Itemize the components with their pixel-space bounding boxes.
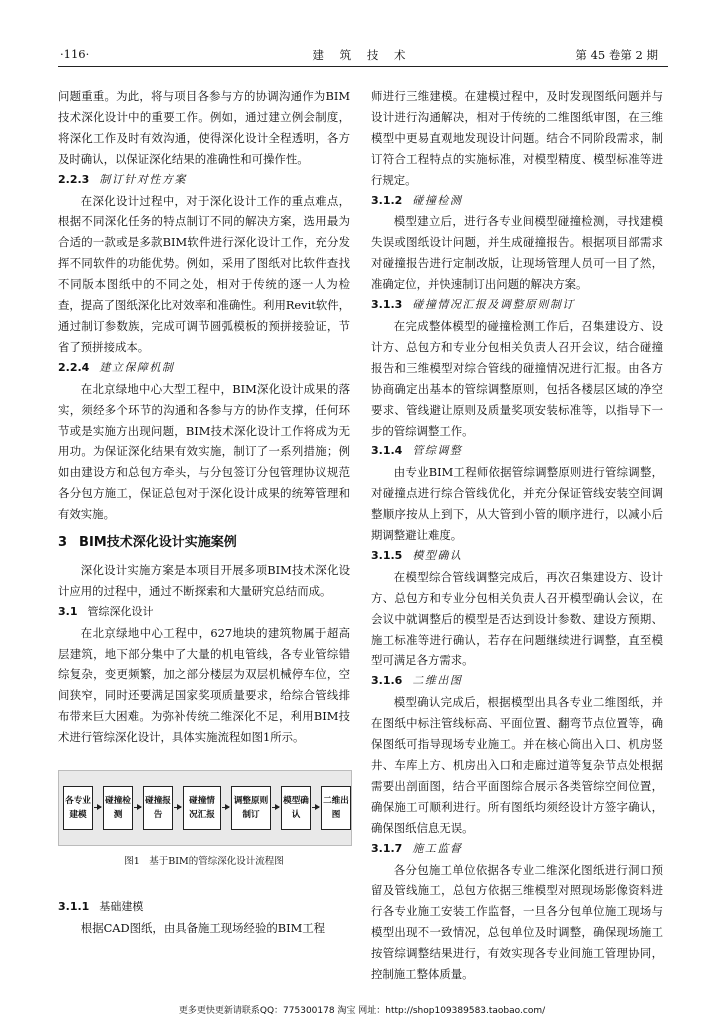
section-number: 3.1.4 xyxy=(371,444,403,458)
section-heading-3-1-7 xyxy=(371,839,663,860)
right-column xyxy=(371,86,663,985)
section-title: 碰撞情况汇报及调整原则制订 xyxy=(412,298,575,312)
section-heading-3-1 xyxy=(58,602,350,623)
paragraph: 在完成整体模型的碰撞检测工作后，召集建设方、设计方、总包方和专业分包相关负责人召开会议，结合碰撞报告和三维模型对综合管线的碰撞情况进行汇报。由各方协商确定出基本的管综调整原则，包括各楼层区域的净空要求、管线避让原则及质量奖项安装标准等，以指导下一步的管综调整工作。 xyxy=(371,318,663,438)
section-heading-3 xyxy=(58,533,350,554)
flow-arrow xyxy=(134,807,141,808)
section-number: 3 xyxy=(58,535,68,551)
flow-step-clash-report: 碰撞报告 xyxy=(143,786,173,830)
figure-caption: 图1 基于BIM的管综深化设计流程图 xyxy=(124,856,284,868)
flow-step-modeling: 各专业建模 xyxy=(63,786,93,830)
section-title: 建立保障机制 xyxy=(99,360,175,374)
flow-arrow xyxy=(222,807,229,808)
section-heading-2-2-4 xyxy=(58,358,350,379)
flow-step-clash-detection: 碰撞检测 xyxy=(103,786,133,830)
paragraph: 师进行三维建模。在建模过程中，及时发现图纸问题并与设计进行沟通解决，相对于传统的二维图纸审图，在三维模型中更易直观地发现设计问题。结合不同阶段需求，制订符合工程特点的实施标准，对模型精度、模型标准等进行规定。 xyxy=(371,89,663,187)
section-number: 2.2.3 xyxy=(58,172,90,186)
section-title: 基础建模 xyxy=(99,900,144,913)
section-title: 施工监督 xyxy=(412,841,463,855)
section-title: 碰撞检测 xyxy=(412,193,463,207)
journal-name: 建 筑 技 术 xyxy=(312,48,412,62)
paragraph: 各分包施工单位依据各专业二维深化图纸进行洞口预留及管线施工，总包方依据三维模型对照现场影像资料进行各专业施工安装工作监督，一旦各分包单位施工现场与模型出现不一致情况，总包单位及时调整，确保现场施工按管综调整结果进行，有效实现各专业间施工管理协同，控制施工整体质量。 xyxy=(371,862,663,982)
section-heading-3-1-5 xyxy=(371,546,663,567)
header-rule xyxy=(58,66,668,67)
flow-step-model-confirm: 模型确认 xyxy=(281,786,311,830)
paragraph: 在北京绿地中心工程中，627地块的建筑物属于超高层建筑，地下部分集中了大量的机电管线，各专业管综错综复杂，变更频繁，加之部分楼层为双层机械停车位，空间狭窄，同时还要满足国家奖项质量要求，给综合管线排布带来巨大困难。为弥补传统二维深化不足，利用BIM技术进行管综深化设计，具体实施流程如图1所示。 xyxy=(58,625,350,745)
flow-step-2d-drawing: 二维出图 xyxy=(321,786,351,830)
paragraph: 由专业BIM工程师依据管综调整原则进行管综调整，对碰撞点进行综合管线优化，并充分保证管线安装空间调整顺序按从上到下，从大管到小管的顺序进行，以减小后期调整避让难度。 xyxy=(371,465,663,543)
section-number: 3.1 xyxy=(58,604,78,618)
section-heading-3-1-1 xyxy=(58,897,350,918)
flow-arrow xyxy=(174,807,181,808)
section-heading-2-2-3 xyxy=(58,170,350,191)
section-number: 3.1.2 xyxy=(371,193,403,207)
section-number: 2.2.4 xyxy=(58,360,90,374)
section-title: 管综调整 xyxy=(412,444,463,458)
paragraph: 模型建立后，进行各专业间模型碰撞检测，寻找建模失误或图纸设计问题，并生成碰撞报告。根据项目部需求对碰撞报告进行定制改版，让现场管理人员可一目了然，准确定位，并快速制订出问题的解决方案。 xyxy=(371,214,663,292)
section-heading-3-1-4 xyxy=(371,441,663,462)
section-title: 模型确认 xyxy=(412,548,463,562)
section-title: 管综深化设计 xyxy=(87,604,154,618)
section-number: 3.1.6 xyxy=(371,674,403,688)
paragraph: 问题重重。为此，将与项目各参与方的协调沟通作为BIM技术深化设计中的重要工作。例如，通过建立例会制度，将深化工作及时有效沟通，使得深化设计全程透明，各方及时确认，以保证深化结果的准确性和可操作性。 xyxy=(58,89,350,166)
flow-step-rule-setting: 调整原则制订 xyxy=(231,786,271,830)
issue-info: 第 45 卷第 2 期 xyxy=(575,48,658,62)
paragraph: 根据CAD图纸，由具备施工现场经验的BIM工程 xyxy=(80,920,326,935)
flow-arrow xyxy=(272,807,279,808)
section-heading-3-1-3 xyxy=(371,295,663,316)
flowchart-figure xyxy=(58,770,352,846)
section-number: 3.1.5 xyxy=(371,548,403,562)
left-column xyxy=(58,86,350,939)
section-number: 3.1.3 xyxy=(371,298,403,312)
paragraph: 在北京绿地中心大型工程中，BIM深化设计成果的落实，须经多个环节的沟通和各参与方的协作支撑，任何环节或是实施方出现问题，BIM技术深化设计工作将成为无用功。为保证深化结果有效实施，制订了一系列措施；例如由建设方和总包方牵头，与分包签订分包管理协议规范各分包方施工，保证总包对于深化设计成果的统筹管理和有效实施。 xyxy=(58,381,350,522)
page-number: ·116· xyxy=(60,47,90,61)
paragraph: 在深化设计过程中，对于深化设计工作的重点难点，根据不同深化任务的特点制订不同的解决方案，选用最为合适的一款或是多款BIM软件进行深化设计工作，充分发挥不同软件的功能优势。例如，采用了图纸对比软件查找不同版本图纸中的不同之处，相对于传统的逐一人为检查，提高了图纸深化比对效率和准确性。利用Revit软件，通过制订参数族，完成可调节圆弧模板的预拼接验证，节省了预拼接成本。 xyxy=(58,193,350,354)
footer-notice: 更多更快更新请联系QQ：775300178 淘宝 网址：http://shop109389583.taobao.com/ xyxy=(178,1006,546,1016)
section-heading-3-1-6 xyxy=(371,671,663,692)
flow-step-clash-briefing: 碰撞情况汇报 xyxy=(183,786,221,830)
section-heading-3-1-2 xyxy=(371,191,663,212)
section-number: 3.1.1 xyxy=(58,900,90,913)
section-title: BIM技术深化设计实施案例 xyxy=(79,535,237,551)
section-title: 二维出图 xyxy=(412,674,463,688)
section-title: 制订针对性方案 xyxy=(99,172,187,186)
paragraph: 在模型综合管线调整完成后，再次召集建设方、设计方、总包方和专业分包相关负责人召开模型确认会议，在会议中就调整后的模型是否达到设计参数、建设方预期、施工标准等进行确认，若存在问题继续进行调整，直至模型可满足各方需求。 xyxy=(371,569,663,668)
section-number: 3.1.7 xyxy=(371,841,403,855)
paragraph: 模型确认完成后，根据模型出具各专业二维图纸，并在图纸中标注管线标高、平面位置、翻弯节点位置等，确保图纸可指导现场专业施工。并在核心筒出入口、机房竖井、车库上方、机房出入口和走廊过道等复杂节点处根据需要出剖面图，结合平面图综合展示各类管综空间位置，确保施工可顺利进行。所有图纸均须经设计方签字确认，确保图纸信息无误。 xyxy=(371,695,663,835)
paragraph: 深化设计实施方案是本项目开展多项BIM技术深化设计应用的过程中，通过不断探索和大量研究总结而成。 xyxy=(58,562,350,598)
flow-arrow xyxy=(312,807,319,808)
flow-arrow xyxy=(94,807,101,808)
